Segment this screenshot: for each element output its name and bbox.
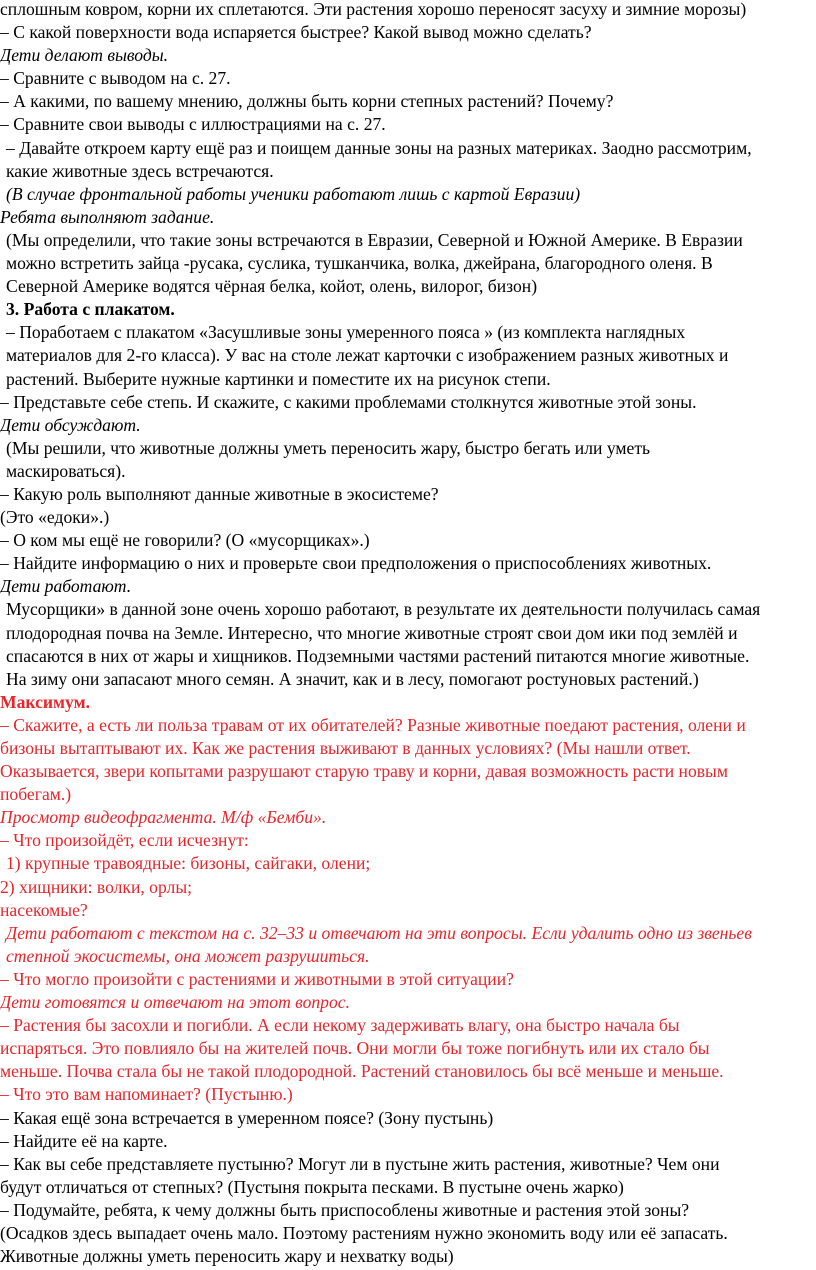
text-line: материалов для 2-го класса). У вас на столе лежат карточки с изображением разных животных и — [6, 345, 729, 366]
text-line: сплошным ковром, корни их сплетаются. Эти растения хорошо переносят засуху и зимние морозы) — [0, 0, 747, 19]
text-line: будут отличаться от степных? (Пустыня покрыта песками. В пустыне очень жарко) — [0, 1176, 624, 1197]
text-line: можно встретить зайца -русака, суслика, тушканчика, волка, джейрана, благородного оленя. В — [6, 253, 713, 274]
text-line: – С какой поверхности вода испаряется быстрее? Какой вывод можно сделать? — [0, 22, 592, 43]
text-line: Оказывается, звери копытами разрушают старую траву и корни, давая возможность расти новым — [0, 761, 729, 782]
italic-note: Дети работают. — [0, 576, 132, 597]
text-line: Северной Америке водятся чёрная белка, койот, олень, вилорог, бизон) — [6, 276, 538, 297]
text-line: (Мы определили, что такие зоны встречаются в Евразии, Северной и Южной Америке. В Евразии — [6, 229, 743, 250]
italic-note: Дети готовятся и отвечают на этот вопрос. — [0, 992, 350, 1013]
text-line: – О ком мы ещё не говорили? (О «мусорщиках».) — [0, 530, 370, 551]
text-line: – Подумайте, ребята, к чему должны быть приспособлены животные и растения этой зоны? — [0, 1199, 690, 1220]
text-line: – А какими, по вашему мнению, должны быть корни степных растений? Почему? — [0, 91, 614, 112]
text-line: – Сравните с выводом на с. 27. — [0, 68, 231, 89]
section-heading: Максимум. — [0, 691, 90, 712]
text-line: бизоны вытаптывают их. Как же растения выживают в данных условиях? (Мы нашли ответ. — [0, 738, 691, 758]
text-line: (Мы решили, что животные должны уметь переносить жару, быстро бегать или уметь — [6, 437, 651, 458]
text-line: побегам.) — [0, 784, 72, 805]
text-line: – Найдите информацию о них и проверьте свои предположения о приспособлениях животных. — [0, 553, 712, 574]
text-line: – Какая ещё зона встречается в умеренном поясе? (Зону пустынь) — [0, 1107, 494, 1128]
text-line: спасаются в них от жары и хищников. Подземными частями растений питаются многие животные. — [6, 645, 750, 666]
text-line: – Представьте себе степь. И скажите, с какими проблемами столкнутся животные этой зоны. — [0, 391, 697, 412]
italic-note: Дети делают выводы. — [0, 45, 169, 66]
text-line: – Что могло произойти с растениями и животными в этой ситуации? — [0, 968, 514, 989]
text-line: Мусорщики» в данной зоне очень хорошо работают, в результате их деятельности получилась самая — [6, 599, 761, 620]
text-line: испаряться. Это повлияло бы на жителей почв. Они могли бы тоже погибнуть или их стало бы — [0, 1038, 710, 1059]
text-line: меньше. Почва стала бы не такой плодородной. Растений становилось бы всё меньше и меньше. — [0, 1061, 724, 1082]
text-line: Животные должны уметь переносить жару и нехватку воды) — [0, 1246, 454, 1267]
text-line: – Давайте откроем карту ещё раз и поищем данные зоны на разных материках. Заодно рассмотрим, — [6, 137, 752, 158]
text-line: растений. Выберите нужные картинки и поместите их на рисунок степи. — [6, 368, 551, 389]
text-line: (Это «едоки».) — [0, 507, 110, 528]
text-line: – Какую роль выполняют данные животные в экосистеме? — [0, 483, 439, 504]
italic-note: Ребята выполняют задание. — [0, 206, 215, 227]
text-line: (Осадков здесь выпадает очень мало. Поэтому растениям нужно экономить воду или её запасать. — [0, 1222, 728, 1243]
text-line: – Скажите, а есть ли польза травам от их обитателей? Разные животные поедают растения, олени и — [0, 714, 746, 735]
text-line: плодородная почва на Земле. Интересно, что многие животные строят свои дом ики под землёй и — [6, 622, 738, 643]
text-line: На зиму они запасают много семян. А значит, как и в лесу, помогают ростуновых растений.) — [6, 668, 699, 689]
italic-note: Просмотр видеофрагмента. М/ф «Бемби». — [0, 807, 327, 828]
text-line: какие животные здесь встречаются. — [6, 160, 274, 181]
italic-note: Дети обсуждают. — [0, 414, 141, 435]
italic-note: степной экосистемы, она может разрушиться. — [6, 945, 370, 966]
text-line: – Что произойдёт, если исчезнут: — [0, 830, 249, 851]
italic-note: Дети работают с текстом на с. 32–33 и отвечают на эти вопросы. Если удалить одно из звеньев — [6, 922, 752, 943]
text-line: 2) хищники: волки, орлы; — [0, 876, 193, 897]
italic-note: (В случае фронтальной работы ученики работают лишь с картой Евразии) — [6, 183, 581, 204]
text-line: – Поработаем с плакатом «Засушливые зоны умеренного пояса » (из комплекта наглядных — [6, 322, 686, 343]
text-line: – Растения бы засохли и погибли. А если некому задерживать влагу, она быстро начала бы — [0, 1015, 680, 1036]
text-line: насекомые? — [0, 899, 88, 920]
text-line: – Как вы себе представляете пустыню? Могут ли в пустыне жить растения, животные? Чем они — [0, 1153, 720, 1174]
text-line: 1) крупные травоядные: бизоны, сайгаки, олени; — [6, 853, 371, 874]
text-line: – Что это вам напоминает? (Пустыню.) — [0, 1084, 293, 1105]
text-line: маскироваться). — [6, 460, 126, 481]
text-line: – Найдите её на карте. — [0, 1130, 168, 1151]
text-line: – Сравните свои выводы с иллюстрациями на с. 27. — [0, 114, 386, 135]
section-heading: 3. Работа с плакатом. — [6, 299, 175, 320]
